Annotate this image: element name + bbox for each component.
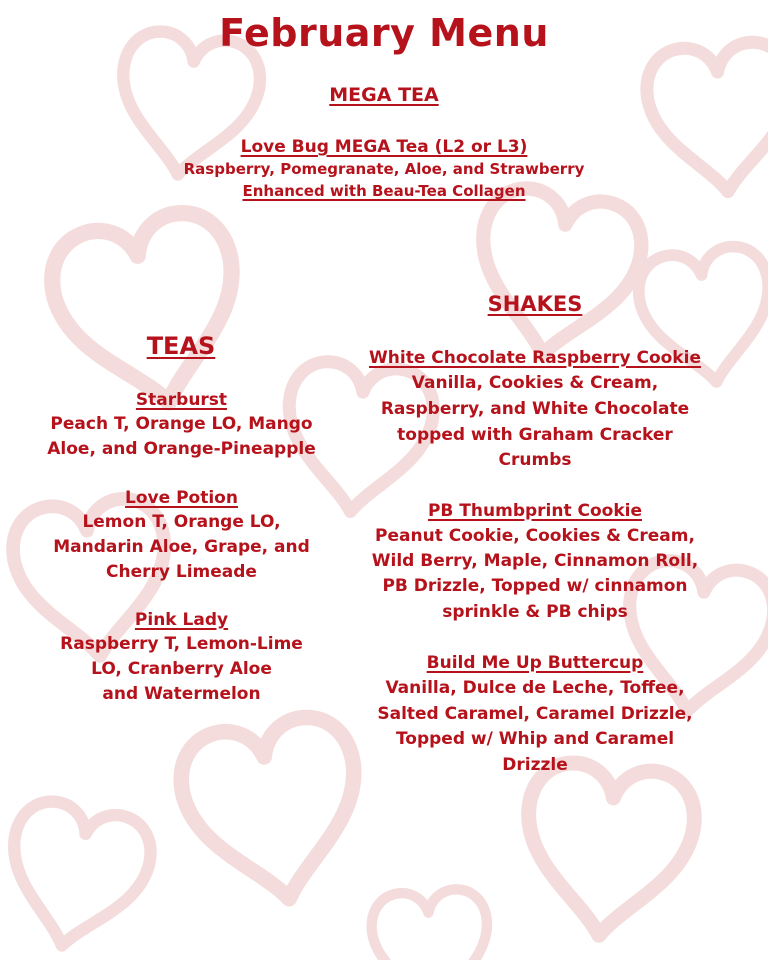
page-title: February Menu xyxy=(219,11,549,55)
shake-item-name: Build Me Up Buttercup xyxy=(426,653,644,673)
tea-item-description: Cherry Limeade xyxy=(106,562,257,582)
shake-item-description: Drizzle xyxy=(502,755,568,775)
shake-item-name: White Chocolate Raspberry Cookie xyxy=(369,348,701,368)
tea-item-description: Raspberry T, Lemon-Lime xyxy=(60,634,303,654)
tea-item-name: Pink Lady xyxy=(134,610,229,630)
mega-tea-flavors: Raspberry, Pomegranate, Aloe, and Strawberry xyxy=(183,160,585,178)
shakes-heading: SHAKES xyxy=(487,292,583,316)
tea-item-description: and Watermelon xyxy=(102,684,261,704)
shake-item-description: PB Drizzle, Topped w/ cinnamon xyxy=(382,576,688,596)
shake-item-description: Salted Caramel, Caramel Drizzle, xyxy=(377,704,693,724)
tea-item-name: Love Potion xyxy=(125,488,238,508)
mega-tea-item-name: Love Bug MEGA Tea (L2 or L3) xyxy=(240,137,528,157)
tea-item-name: Starburst xyxy=(135,390,228,410)
shake-item-description: Vanilla, Dulce de Leche, Toffee, xyxy=(385,678,685,698)
shake-item-description: Raspberry, and White Chocolate xyxy=(380,399,690,419)
shake-item-name: PB Thumbprint Cookie xyxy=(427,501,643,521)
shake-item-description: Peanut Cookie, Cookies & Cream, xyxy=(375,526,695,546)
tea-item-description: Peach T, Orange LO, Mango xyxy=(50,414,313,434)
mega-tea-heading: MEGA TEA xyxy=(329,84,439,106)
shake-item-description: Vanilla, Cookies & Cream, xyxy=(411,373,659,393)
shake-item-description: sprinkle & PB chips xyxy=(442,602,628,622)
tea-item-description: LO, Cranberry Aloe xyxy=(91,659,272,679)
tea-item-description: Lemon T, Orange LO, xyxy=(82,512,281,532)
mega-tea-enhancement: Enhanced with Beau-Tea Collagen xyxy=(242,182,526,200)
tea-item-description: Aloe, and Orange-Pineapple xyxy=(47,439,316,459)
shake-item-description: Topped w/ Whip and Caramel xyxy=(395,729,675,749)
teas-heading: TEAS xyxy=(146,332,216,360)
shake-item-description: Wild Berry, Maple, Cinnamon Roll, xyxy=(371,551,699,571)
shake-item-description: Crumbs xyxy=(498,450,572,470)
tea-item-description: Mandarin Aloe, Grape, and xyxy=(53,537,310,557)
shake-item-description: topped with Graham Cracker xyxy=(397,425,673,445)
